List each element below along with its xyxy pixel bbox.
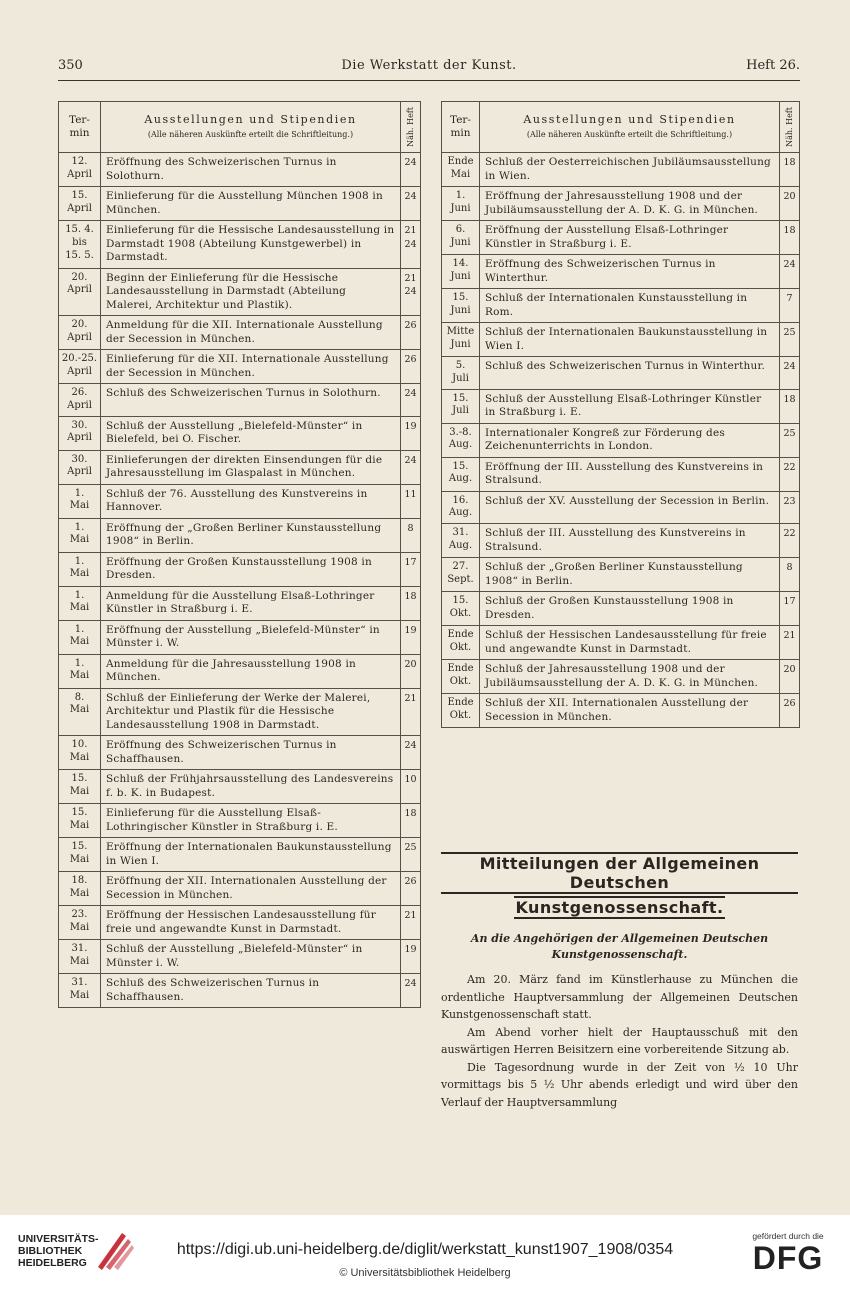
table-row (59, 586, 421, 620)
row-date-day: 23. (71, 909, 88, 921)
header-date (442, 102, 480, 153)
funder-note: gefördert durch die (752, 1231, 824, 1241)
row-issue-reference: 20 (401, 654, 421, 688)
issue-number: Heft 26. (746, 58, 800, 73)
header-page-text: Näh. Heft (784, 107, 794, 147)
row-description: Schluß der III. Ausstellung des Kunstvereins in Stralsund. (480, 524, 780, 558)
paragraph: Am Abend vorher hielt der Hauptausschuß mit den auswärtigen Herren Beisitzern eine vorbereitende Sitzung ab. (441, 1025, 798, 1056)
row-date (442, 187, 480, 221)
section-title (441, 852, 798, 921)
table-row (442, 592, 800, 626)
row-date-day: 1. (74, 521, 85, 533)
row-date-month: Juni (450, 202, 471, 214)
row-date (59, 316, 101, 350)
row-description: Beginn der Einlieferung für die Hessische Landesausstellung in Darmstadt (Abteilung Malerei, Architektur und Plastik). (101, 268, 401, 316)
row-date (442, 423, 480, 457)
row-date-month: Mai (69, 670, 90, 682)
row-date-day: Ende (447, 629, 474, 641)
row-issue-reference: 22 (780, 457, 800, 491)
row-issue-reference: 17 (780, 592, 800, 626)
row-description: Eröffnung der Internationalen Baukunstausstellung in Wien I. (101, 838, 401, 872)
section-subtitle: An die Angehörigen der Allgemeinen Deutschen Kunstgenossenschaft. (470, 932, 769, 961)
table-row (442, 323, 800, 357)
table-row (442, 187, 800, 221)
paragraph: Die Tagesordnung wurde in der Zeit von ½ 10 Uhr vormittags bis 5 ½ Uhr abends erledigt und wird über den Verlauf der Hauptversammlung (441, 1060, 798, 1109)
row-date-month: Aug. (448, 439, 473, 451)
row-date (442, 221, 480, 255)
row-date-day: 31. (452, 527, 469, 539)
table-row (59, 350, 421, 384)
row-date (59, 940, 101, 974)
row-issue-reference: 26 (401, 316, 421, 350)
row-date-day: 20. (71, 319, 88, 330)
row-date-day: 31. (71, 943, 88, 955)
row-date-day: 30. (71, 453, 88, 465)
row-date (59, 221, 101, 269)
row-date (442, 592, 480, 626)
row-date-day: 16. (452, 494, 469, 506)
row-description: Schluß der Internationalen Kunstausstellung in Rom. (480, 289, 780, 323)
row-description: Eröffnung der Ausstellung Elsaß-Lothringer Künstler in Straßburg i. E. (480, 221, 780, 255)
row-date-month: Aug. (448, 539, 473, 551)
row-date-month: Mai (69, 751, 90, 763)
row-date-day: 1. (74, 487, 85, 499)
table-row (59, 153, 421, 187)
table-row (59, 804, 421, 838)
header-subtitle: (Alle näheren Auskünfte erteilt die Schriftleitung.) (147, 130, 354, 139)
row-date (59, 906, 101, 940)
library-name-line3: HEIDELBERG (18, 1257, 87, 1269)
row-description: Schluß der Einlieferung der Werke der Malerei, Architektur und Plastik für die Hessische Landesausstellung 1908 in Darmstadt. (101, 688, 401, 736)
table-row (59, 940, 421, 974)
row-date-day: 1. (74, 589, 85, 601)
row-date-day: Ende (447, 156, 474, 167)
row-date (59, 153, 101, 187)
header-page-text: Näh. Heft (405, 107, 415, 147)
row-date-month: Okt. (449, 709, 472, 721)
header-date-line2: min (69, 127, 90, 139)
row-issue-reference: 8 (401, 518, 421, 552)
row-date-day: 30. (71, 419, 88, 431)
row-date (59, 350, 101, 384)
row-issue-reference: 18 (780, 221, 800, 255)
row-description: Schluß der Ausstellung „Bielefeld-Münster“ in Bielefeld, bei O. Fischer. (101, 416, 401, 450)
row-issue-reference: 25 (780, 423, 800, 457)
table-header-row (59, 102, 421, 153)
row-date-month: Mai (450, 168, 471, 180)
row-date (442, 660, 480, 694)
row-issue-reference: 24 (780, 255, 800, 289)
row-description: Anmeldung für die XII. Internationale Ausstellung der Secession in München. (101, 316, 401, 350)
table-row (59, 221, 421, 269)
row-description: Einlieferung für die Ausstellung München 1908 in München. (101, 187, 401, 221)
row-date (59, 620, 101, 654)
row-issue-reference: 24 (401, 450, 421, 484)
row-issue-reference: 24 (401, 384, 421, 417)
table-row (442, 524, 800, 558)
row-issue-reference: 21 24 (401, 221, 421, 269)
row-date-day: 31. (71, 977, 88, 989)
table-row (442, 423, 800, 457)
row-date-month: April (67, 331, 92, 343)
row-date (442, 255, 480, 289)
row-date (59, 268, 101, 316)
row-date-month: Mai (69, 636, 90, 648)
row-date (59, 518, 101, 552)
copyright-notice: © Universitätsbibliothek Heidelberg (339, 1267, 511, 1279)
row-date-month: April (67, 168, 92, 180)
row-date-month: Mai (69, 921, 90, 933)
row-description: Eröffnung des Schweizerischen Turnus in Solothurn. (101, 153, 401, 187)
header-date (59, 102, 101, 153)
row-issue-reference: 21 24 (401, 268, 421, 316)
permalink-url[interactable]: https://digi.ub.uni-heidelberg.de/diglit/werkstatt_kunst1907_1908/0354 (176, 1241, 674, 1258)
row-date-day: 10. (71, 739, 88, 751)
row-description: Eröffnung der XII. Internationalen Ausstellung der Secession in München. (101, 872, 401, 906)
table-row (59, 384, 421, 417)
row-date-month: Mai (69, 500, 90, 512)
row-date-month: Mai (69, 534, 90, 546)
left-table-body (59, 153, 421, 1008)
row-date-month: April (67, 399, 92, 411)
row-date (442, 524, 480, 558)
row-date-month: Juni (450, 338, 471, 350)
row-date-day: 26. (71, 387, 88, 398)
section-title-line1: Mitteilungen der Allgemeinen Deutschen (441, 852, 798, 894)
row-issue-reference: 21 (401, 906, 421, 940)
row-description: Anmeldung für die Jahresausstellung 1908 in München. (101, 654, 401, 688)
row-issue-reference: 20 (780, 660, 800, 694)
header-date-line2: min (450, 127, 471, 139)
row-date-month: Juni (450, 304, 471, 316)
row-date-day: 15. 4. bis (65, 224, 94, 248)
row-date (59, 838, 101, 872)
row-date-day: 15. (452, 292, 469, 303)
row-description: Schluß der Ausstellung „Bielefeld-Münster“ in Münster i. W. (101, 940, 401, 974)
table-row (442, 457, 800, 491)
row-date-month: Juli (452, 405, 469, 417)
row-date-day: 12. (71, 156, 88, 167)
row-date-day: 1. (455, 190, 466, 201)
row-issue-reference: 10 (401, 770, 421, 804)
row-date-month: April (67, 466, 92, 478)
row-date-day: 15. (71, 190, 88, 201)
row-date (442, 357, 480, 390)
row-issue-reference: 18 (780, 389, 800, 423)
row-date-month: 15. 5. (65, 249, 94, 261)
funder-logo (742, 1231, 834, 1281)
row-date-day: 20. (71, 271, 88, 283)
row-description: Schluß des Schweizerischen Turnus in Schaffhausen. (101, 974, 401, 1008)
row-date-month: Mai (69, 568, 90, 580)
row-date-day: 20.-25. (61, 353, 98, 364)
table-row (59, 552, 421, 586)
row-date-day: 15. (71, 807, 88, 819)
row-issue-reference: 11 (401, 484, 421, 518)
row-date (59, 187, 101, 221)
row-date-day: 5. (455, 360, 466, 371)
row-description: Eröffnung des Schweizerischen Turnus in Winterthur. (480, 255, 780, 289)
row-description: Einlieferungen der direkten Einsendungen für die Jahresausstellung im Glaspalast in München. (101, 450, 401, 484)
row-issue-reference: 19 (401, 620, 421, 654)
table-row (59, 518, 421, 552)
row-issue-reference: 18 (401, 804, 421, 838)
table-row (59, 268, 421, 316)
row-date-month: Mai (69, 819, 90, 831)
table-row (59, 450, 421, 484)
row-date (442, 289, 480, 323)
row-date-day: Ende (447, 663, 474, 675)
row-date-day: 14. (452, 258, 469, 269)
row-description: Eröffnung der Jahresausstellung 1908 und der Jubiläumsausstellung der A. D. K. G. in München. (480, 187, 780, 221)
table-row (442, 221, 800, 255)
row-description: Schluß der Internationalen Baukunstausstellung in Wien I. (480, 323, 780, 357)
row-date (59, 654, 101, 688)
row-issue-reference: 26 (780, 694, 800, 728)
funder-name: DFG (752, 1240, 824, 1276)
row-description: Eröffnung der III. Ausstellung des Kunstvereins in Stralsund. (480, 457, 780, 491)
row-date-day: 1. (74, 657, 85, 669)
row-issue-reference: 25 (401, 838, 421, 872)
row-issue-reference: 24 (401, 974, 421, 1008)
table-header-row (442, 102, 800, 153)
row-issue-reference: 23 (780, 491, 800, 524)
header-date-line1: Ter- (450, 114, 471, 126)
row-description: Schluß der Frühjahrsausstellung des Landesvereins f. b. K. in Budapest. (101, 770, 401, 804)
table-row (442, 660, 800, 694)
journal-title: Die Werkstatt der Kunst. (341, 58, 517, 73)
row-description: Schluß des Schweizerischen Turnus in Solothurn. (101, 384, 401, 417)
row-description: Einlieferung für die XII. Internationale Ausstellung der Secession in München. (101, 350, 401, 384)
paragraph: Am 20. März fand im Künstlerhause zu München die ordentliche Hauptversammlung der Allgemeinen Deutschen Kunstgenossenschaft statt. (441, 973, 798, 1021)
row-date-month: Mai (69, 602, 90, 614)
table-row (442, 255, 800, 289)
row-date-month: Okt. (449, 607, 472, 619)
row-date (59, 552, 101, 586)
page-number: 350 (58, 58, 83, 73)
row-date-month: April (67, 365, 92, 377)
announcement-section (441, 852, 798, 1111)
library-name-line2: BIBLIOTHEK (18, 1245, 83, 1257)
row-date-day: 15. (71, 773, 88, 785)
row-date-month: Juni (450, 236, 471, 248)
row-issue-reference: 22 (780, 524, 800, 558)
section-body (441, 971, 798, 1111)
row-date-month: Sept. (447, 573, 474, 585)
row-issue-reference: 21 (401, 688, 421, 736)
header-rule (58, 80, 800, 81)
row-description: Eröffnung der Großen Kunstausstellung 1908 in Dresden. (101, 552, 401, 586)
row-date (59, 736, 101, 770)
row-description: Eröffnung der Ausstellung „Bielefeld-Münster“ in Münster i. W. (101, 620, 401, 654)
row-description: Eröffnung der „Großen Berliner Kunstausstellung 1908“ in Berlin. (101, 518, 401, 552)
section-title-line2: Kunstgenossenschaft. (515, 898, 724, 917)
row-date-month: April (67, 284, 92, 296)
table-row (59, 620, 421, 654)
row-issue-reference: 25 (780, 323, 800, 357)
row-date-month: April (67, 432, 92, 444)
table-row (442, 153, 800, 187)
table-row (59, 974, 421, 1008)
table-row (442, 357, 800, 390)
row-issue-reference: 20 (780, 187, 800, 221)
row-date-day: 3.-8. (449, 426, 472, 438)
exhibition-schedule-right (441, 101, 800, 728)
row-date-month: Juni (450, 270, 471, 282)
table-row (442, 389, 800, 423)
table-row (59, 872, 421, 906)
row-description: Eröffnung des Schweizerischen Turnus in Schaffhausen. (101, 736, 401, 770)
row-date-month: Mai (69, 704, 90, 716)
row-date (442, 626, 480, 660)
header-title-text: Ausstellungen und Stipendien (144, 112, 357, 126)
row-description: Schluß des Schweizerischen Turnus in Winterthur. (480, 357, 780, 390)
row-date-day: 27. (452, 561, 469, 573)
table-row (442, 491, 800, 524)
row-description: Schluß der Großen Kunstausstellung 1908 in Dresden. (480, 592, 780, 626)
row-issue-reference: 19 (401, 940, 421, 974)
header-title-text: Ausstellungen und Stipendien (523, 112, 736, 126)
row-issue-reference: 18 (780, 153, 800, 187)
row-date-day: 1. (74, 555, 85, 567)
row-date-month: Mai (69, 989, 90, 1001)
row-issue-reference: 8 (780, 558, 800, 592)
row-date (442, 153, 480, 187)
right-table-body (442, 153, 800, 728)
row-date (59, 384, 101, 417)
table-row (59, 187, 421, 221)
row-date (59, 974, 101, 1008)
row-date (59, 804, 101, 838)
exhibition-schedule-left (58, 101, 421, 1008)
table-row (59, 688, 421, 736)
row-description: Anmeldung für die Ausstellung Elsaß-Lothringer Künstler in Straßburg i. E. (101, 586, 401, 620)
row-date-day: Mitte (446, 326, 475, 337)
row-issue-reference: 26 (401, 350, 421, 384)
row-date (442, 389, 480, 423)
library-name-line1: UNIVERSITÄTS- (18, 1233, 99, 1245)
header-title (101, 102, 401, 153)
row-date-day: Ende (447, 697, 474, 709)
table-row (442, 694, 800, 728)
table-row (59, 316, 421, 350)
running-head (58, 58, 800, 80)
row-description: Eröffnung der Hessischen Landesausstellung für freie und angewandte Kunst in Darmstadt. (101, 906, 401, 940)
viewer-footer (0, 1215, 850, 1292)
header-page (401, 102, 421, 153)
row-date-day: 8. (74, 691, 85, 703)
row-date-month: Okt. (449, 641, 472, 653)
row-date-month: Aug. (448, 507, 473, 519)
row-description: Schluß der Oesterreichischen Jubiläumsausstellung in Wien. (480, 153, 780, 187)
row-issue-reference: 24 (401, 187, 421, 221)
row-issue-reference: 21 (780, 626, 800, 660)
row-description: Schluß der Ausstellung Elsaß-Lothringer Künstler in Straßburg i. E. (480, 389, 780, 423)
table-row (59, 906, 421, 940)
row-description: Internationaler Kongreß zur Förderung des Zeichenunterrichts in London. (480, 423, 780, 457)
header-title (480, 102, 780, 153)
row-date-day: 15. (452, 595, 469, 607)
row-date-day: 1. (74, 623, 85, 635)
row-date-day: 6. (455, 224, 466, 235)
row-description: Schluß der 76. Ausstellung des Kunstvereins in Hannover. (101, 484, 401, 518)
row-date-month: Mai (69, 785, 90, 797)
row-date (59, 872, 101, 906)
table-row (59, 770, 421, 804)
row-date-day: 15. (71, 841, 88, 853)
row-issue-reference: 24 (401, 153, 421, 187)
table-row (59, 654, 421, 688)
row-description: Einlieferung für die Hessische Landesausstellung in Darmstadt 1908 (Abteilung Kunstgewerbel) in Darmstadt. (101, 221, 401, 269)
table-row (59, 484, 421, 518)
table-row (59, 416, 421, 450)
row-date-day: 15. (452, 392, 469, 404)
row-description: Schluß der „Großen Berliner Kunstausstellung 1908“ in Berlin. (480, 558, 780, 592)
header-date-line1: Ter- (69, 114, 90, 126)
row-date-month: Mai (69, 955, 90, 967)
row-description: Einlieferung für die Ausstellung Elsaß-Lothringischer Künstler in Straßburg i. E. (101, 804, 401, 838)
row-date (442, 323, 480, 357)
row-issue-reference: 24 (780, 357, 800, 390)
row-issue-reference: 7 (780, 289, 800, 323)
table-row (442, 626, 800, 660)
row-issue-reference: 19 (401, 416, 421, 450)
row-date (59, 586, 101, 620)
table-row (442, 289, 800, 323)
row-date (59, 688, 101, 736)
row-issue-reference: 17 (401, 552, 421, 586)
row-date (59, 416, 101, 450)
row-date (442, 457, 480, 491)
row-issue-reference: 18 (401, 586, 421, 620)
row-description: Schluß der XV. Ausstellung der Secession in Berlin. (480, 491, 780, 524)
row-date-month: April (67, 202, 92, 214)
row-date-month: Mai (69, 887, 90, 899)
row-date (59, 484, 101, 518)
row-date-month: Juli (452, 372, 469, 384)
row-date-day: 15. (452, 460, 469, 472)
row-date-month: Okt. (449, 675, 472, 687)
header-subtitle: (Alle näheren Auskünfte erteilt die Schriftleitung.) (526, 130, 733, 139)
row-description: Schluß der Hessischen Landesausstellung für freie und angewandte Kunst in Darmstadt. (480, 626, 780, 660)
table-row (442, 558, 800, 592)
table-row (59, 736, 421, 770)
row-date (59, 770, 101, 804)
row-issue-reference: 26 (401, 872, 421, 906)
row-date (59, 450, 101, 484)
row-date (442, 491, 480, 524)
row-issue-reference: 24 (401, 736, 421, 770)
header-page (780, 102, 800, 153)
row-date (442, 694, 480, 728)
row-date-day: 18. (71, 875, 88, 887)
table-row (59, 838, 421, 872)
row-date-month: Mai (69, 853, 90, 865)
row-description: Schluß der XII. Internationalen Ausstellung der Secession in München. (480, 694, 780, 728)
row-date-month: Aug. (448, 473, 473, 485)
row-description: Schluß der Jahresausstellung 1908 und der Jubiläumsausstellung der A. D. K. G. in München. (480, 660, 780, 694)
row-date (442, 558, 480, 592)
